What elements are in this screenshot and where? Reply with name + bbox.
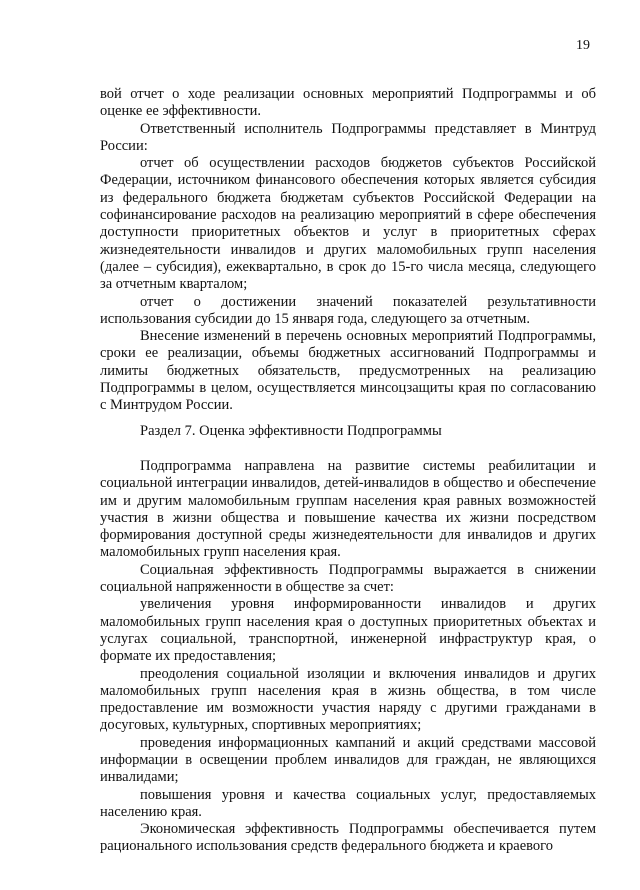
paragraph: отчет о достижении значений показателей результативности использования субсидии до 15 января года, следующего за отчетным. (100, 293, 596, 327)
paragraph: повышения уровня и качества социальных услуг, предоставляемых населению края. (100, 786, 596, 820)
paragraph: увеличения уровня информированности инвалидов и других маломобильных групп населения края о доступных приоритетных объектах и услугах социальной, транспортной, инженерной инфраструктур края, о формате их предоставления; (100, 596, 596, 665)
paragraph: Подпрограмма направлена на развитие системы реабилитации и социальной интеграции инвалидов, детей-инвалидов в общество и обеспечение им и другим маломобильным группам населения края равных возможностей участия в жизни общества и повышение качества их жизни посредством формирования доступной среды жизнедеятельности для инвалидов и других маломобильных групп населения края. (100, 457, 596, 561)
paragraph: проведения информационных кампаний и акций средствами массовой информации в освещении проблем инвалидов для граждан, не являющихся инвалидами; (100, 734, 596, 786)
section-heading: Раздел 7. Оценка эффективности Подпрограммы (140, 422, 442, 439)
page-body (100, 86, 596, 856)
paragraph: Экономическая эффективность Подпрограммы обеспечивается путем рационального использования средств федерального бюджета и краевого (100, 821, 596, 855)
paragraph: Социальная эффективность Подпрограммы выражается в снижении социальной напряженности в обществе за счет: (100, 561, 596, 596)
paragraph: отчет об осуществлении расходов бюджетов субъектов Российской Федерации, источником финансового обеспечения которых является субсидия из федерального бюджета бюджетам субъектов Российской Федерации на софинансирование расходов на реализацию мероприятий в сфере обеспечения доступности приоритетных объектов и услуг в приоритетных сферах жизнедеятельности инвалидов и других маломобильных групп населения (далее – субсидия), ежеквартально, в срок до 15-го числа месяца, следующего за отчетным кварталом; (100, 155, 596, 293)
paragraph: вой отчет о ходе реализации основных мероприятий Подпрограммы и об оценке ее эффективности. (100, 86, 596, 120)
paragraph: Ответственный исполнитель Подпрограммы представляет в Минтруд России: (100, 120, 596, 154)
page-number: 19 (576, 38, 590, 53)
paragraph: Внесение изменений в перечень основных мероприятий Подпрограммы, сроки ее реализации, объемы бюджетных ассигнований Подпрограммы и лимиты бюджетных обязательств, предусмотренных на реализацию Подпрограммы в целом, осуществляется минсоцзащиты края по согласованию с Минтрудом России. (100, 328, 596, 414)
paragraph: преодоления социальной изоляции и включения инвалидов и других маломобильных групп населения края в жизнь общества, в том числе предоставление им возможности участия наряду с другими гражданами в досуговых, культурных, спортивных мероприятиях; (100, 665, 596, 734)
